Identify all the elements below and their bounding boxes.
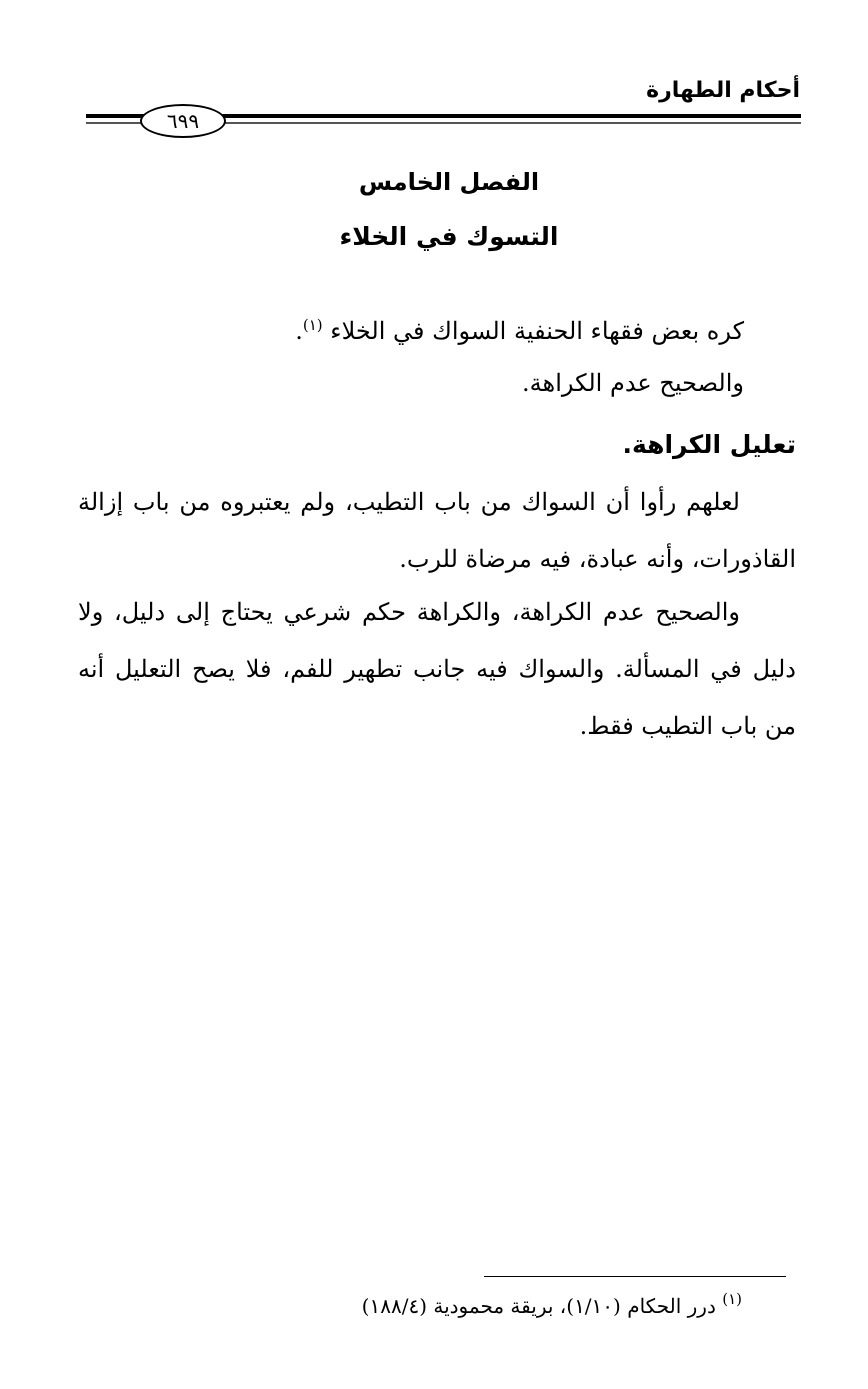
page-number: ٦٩٩ <box>166 109 200 133</box>
footnote-reference: (١) <box>302 316 323 334</box>
ruling-line: والصحيح عدم الكراهة. <box>522 369 744 397</box>
section-heading: تعليل الكراهة. <box>622 430 796 459</box>
page-number-badge <box>140 104 226 138</box>
footnote-text: درر الحكام (١/١٠)، بريقة محمودية (١٨٨/٤) <box>361 1294 716 1318</box>
chapter-label: الفصل الخامس <box>358 168 540 196</box>
paragraph-reasoning: لعلهم رأوا أن السواك من باب التطيب، ولم يعتبروه من باب إزالة القاذورات، وأنه عبادة، فيه مرضاة للرب. <box>78 488 796 573</box>
chapter-title: التسوك في الخلاء <box>339 222 559 251</box>
footnote-marker: (١) <box>722 1290 742 1308</box>
paragraph-conclusion: والصحيح عدم الكراهة، والكراهة حكم شرعي يحتاج إلى دليل، ولا دليل في المسألة. والسواك فيه جانب تطهير للفم، فلا يصح التعليل أنه من باب التطيب فقط. <box>78 598 796 740</box>
opening-line-period: . <box>295 317 303 345</box>
opening-line <box>295 296 744 360</box>
running-header-title: أحكام الطهارة <box>646 78 800 103</box>
footnote <box>362 1290 742 1318</box>
opening-line-text: كره بعض فقهاء الحنفية السواك في الخلاء <box>330 317 744 345</box>
footnote-separator <box>484 1276 786 1277</box>
